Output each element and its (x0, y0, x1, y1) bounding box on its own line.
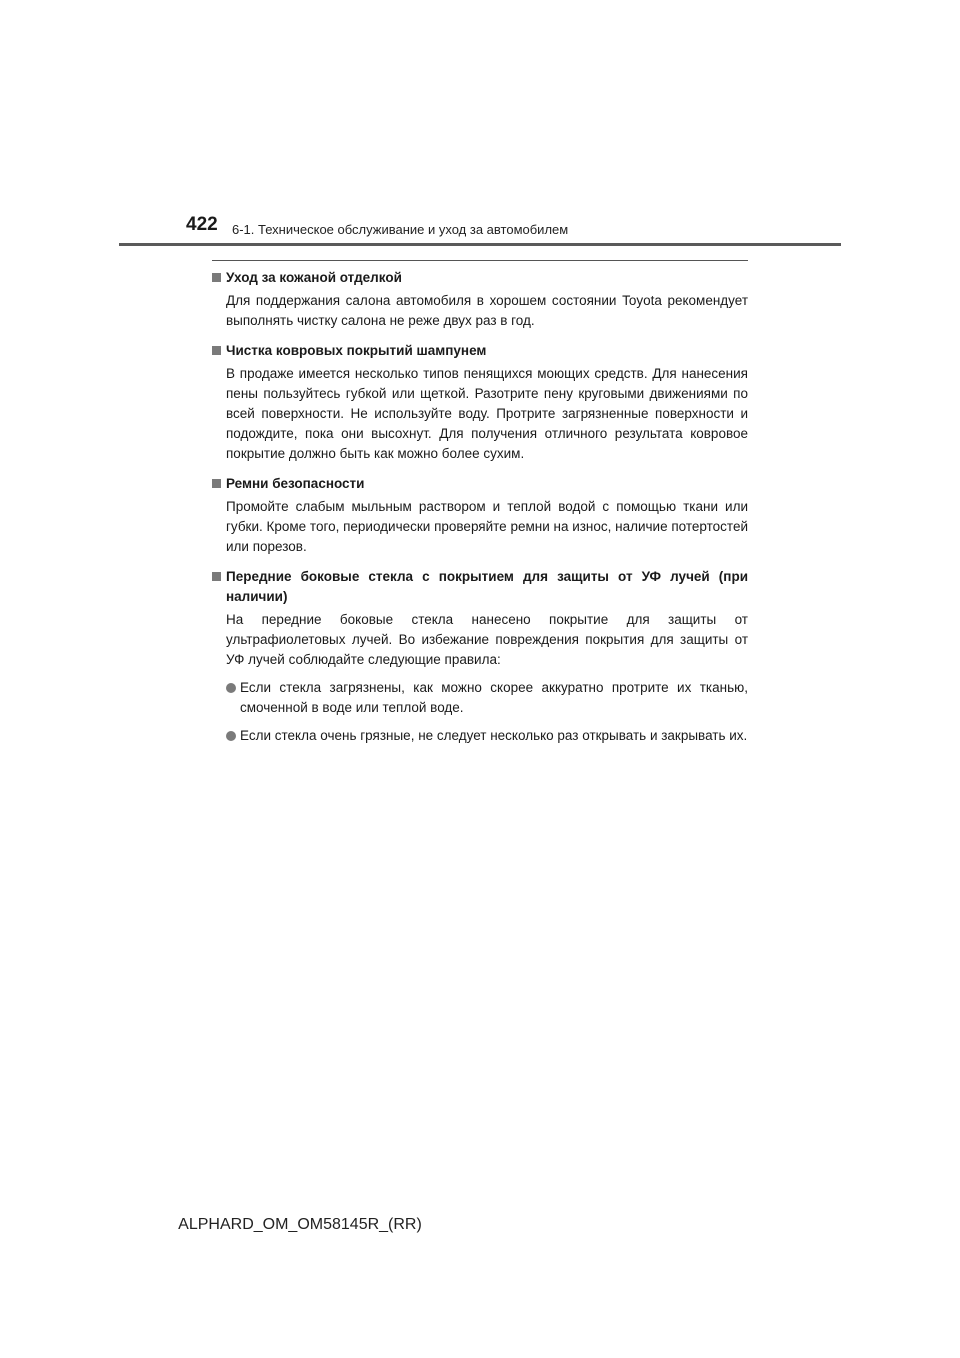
header-rule (119, 243, 841, 246)
list-item-text: Если стекла очень грязные, не следует несколько раз открывать и закрывать их. (240, 728, 748, 743)
section-heading (212, 567, 748, 607)
list-item (212, 678, 748, 718)
list-item (212, 726, 748, 746)
circle-bullet-icon (226, 731, 236, 741)
section-body: На передние боковые стекла нанесено покрытие для защиты от ультрафиолетовых лучей. Во избежание повреждения покрытия для защиты от УФ лучей соблюдайте следующие правила: (226, 612, 748, 667)
page-number: 422 (186, 214, 218, 235)
section-heading (212, 268, 748, 288)
square-bullet-icon (212, 572, 221, 581)
section-heading-text: Передние боковые стекла с покрытием для защиты от УФ лучей (при наличии) (226, 569, 748, 604)
square-bullet-icon (212, 479, 221, 488)
section-seat-belts (212, 474, 748, 557)
content-area (212, 268, 748, 756)
section-heading (212, 341, 748, 361)
section-heading-text: Уход за кожаной отделкой (226, 270, 402, 285)
document-code: ALPHARD_OM_OM58145R_(RR) (178, 1216, 422, 1233)
content-rule (212, 260, 748, 261)
section-body: Промойте слабым мыльным раствором и теплой водой с помощью ткани или губки. Кроме того, периодически проверяйте ремни на износ, наличие потертостей или порезов. (226, 499, 749, 554)
circle-bullet-icon (226, 683, 236, 693)
square-bullet-icon (212, 346, 221, 355)
section-body: В продаже имеется несколько типов пенящихся моющих средств. Для нанесения пены пользуйтесь губкой или щеткой. Разотрите пену круговыми движениями по всей поверхности. Не используйте воду. Протрите загрязненные поверхности и подождите, пока они высохнут. Для получения отличного результата ковровое покрытие должно быть как можно более сухим. (226, 366, 748, 461)
section-body: Для поддержания салона автомобиля в хорошем состоянии Toyota рекомендует выполнять чистку салона не реже двух раз в год. (226, 293, 748, 328)
section-uv-glass (212, 567, 748, 746)
section-leather-care (212, 268, 748, 331)
section-carpet-shampoo (212, 341, 748, 464)
section-heading (212, 474, 748, 494)
list-item-text: Если стекла загрязнены, как можно скорее аккуратно протрите их тканью, смоченной в воде или теплой воде. (240, 680, 748, 715)
section-heading-text: Чистка ковровых покрытий шампунем (226, 343, 487, 358)
section-heading-text: Ремни безопасности (226, 476, 365, 491)
square-bullet-icon (212, 273, 221, 282)
chapter-title: 6-1. Техническое обслуживание и уход за автомобилем (232, 222, 569, 237)
